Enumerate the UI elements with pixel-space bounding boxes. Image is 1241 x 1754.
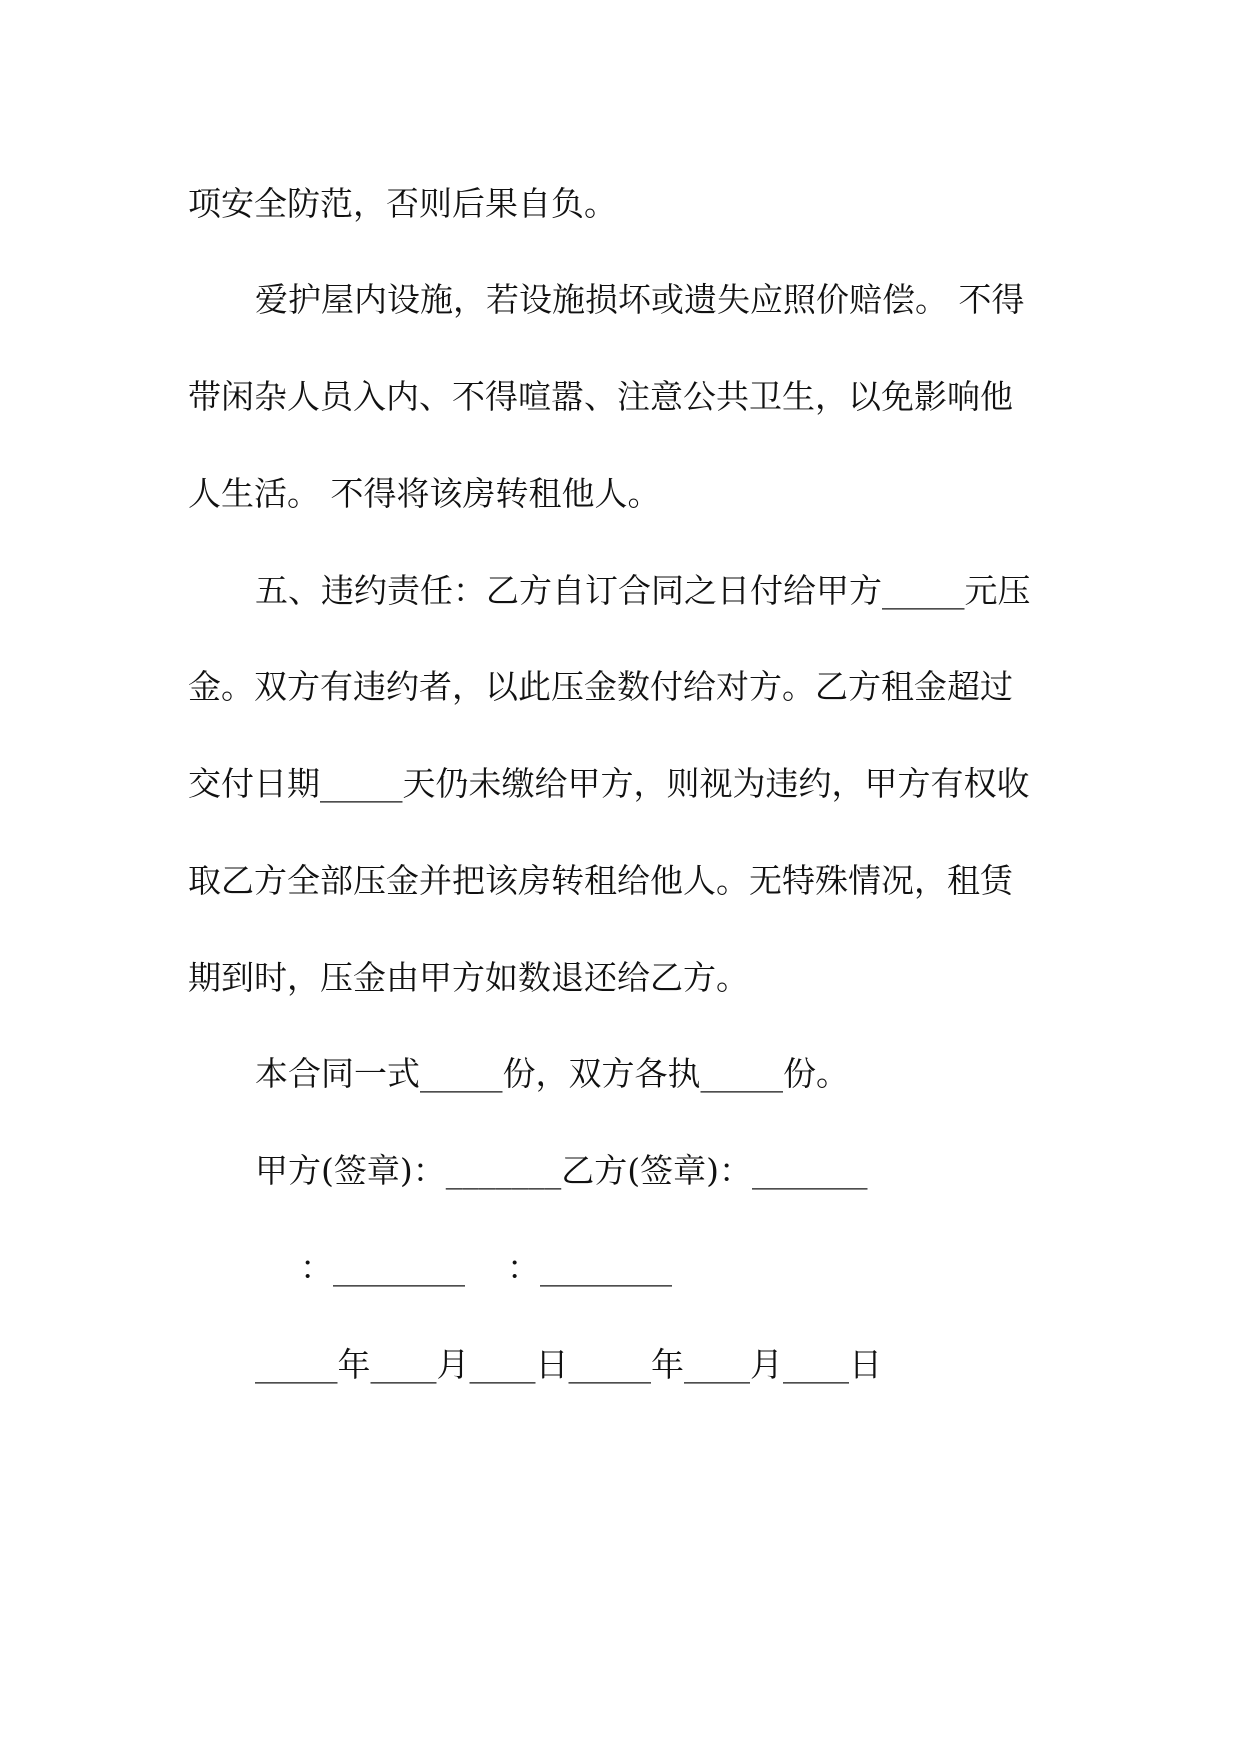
date-line: _____年____月____日_____年____月____日 <box>255 1345 882 1384</box>
text-line-facilities-care: 爱护屋内设施，若设施损坏或遗失应照价赔偿。 不得 <box>255 280 1025 319</box>
text-line-late-payment: 交付日期_____天仍未缴给甲方，则视为违约，甲方有权收 <box>188 764 1030 803</box>
signature-line-parties: 甲方(签章)：_______乙方(签章)：_______ <box>255 1151 868 1190</box>
text-line-breach-liability: 五、违约责任：乙方自订合同之日付给甲方_____元压 <box>255 571 1031 610</box>
text-line-no-visitors: 带闲杂人员入内、不得喧嚣、注意公共卫生，以免影响他 <box>188 377 1013 416</box>
text-line-copies: 本合同一式_____份，双方各执_____份。 <box>255 1054 849 1093</box>
text-line-forfeit-deposit: 取乙方全部压金并把该房转租给他人。无特殊情况，租赁 <box>188 861 1013 900</box>
text-line-deposit-return: 期到时，压金由甲方如数退还给乙方。 <box>188 958 749 997</box>
text-line-deposit-penalty: 金。双方有违约者，以此压金数付给对方。乙方租金超过 <box>188 667 1013 706</box>
text-line-no-sublet: 人生活。 不得将该房转租他人。 <box>188 474 661 513</box>
text-line-security-clause-end: 项安全防范，否则后果自负。 <box>188 184 617 223</box>
signature-line-secondary: ：________ ：________ <box>300 1248 672 1287</box>
